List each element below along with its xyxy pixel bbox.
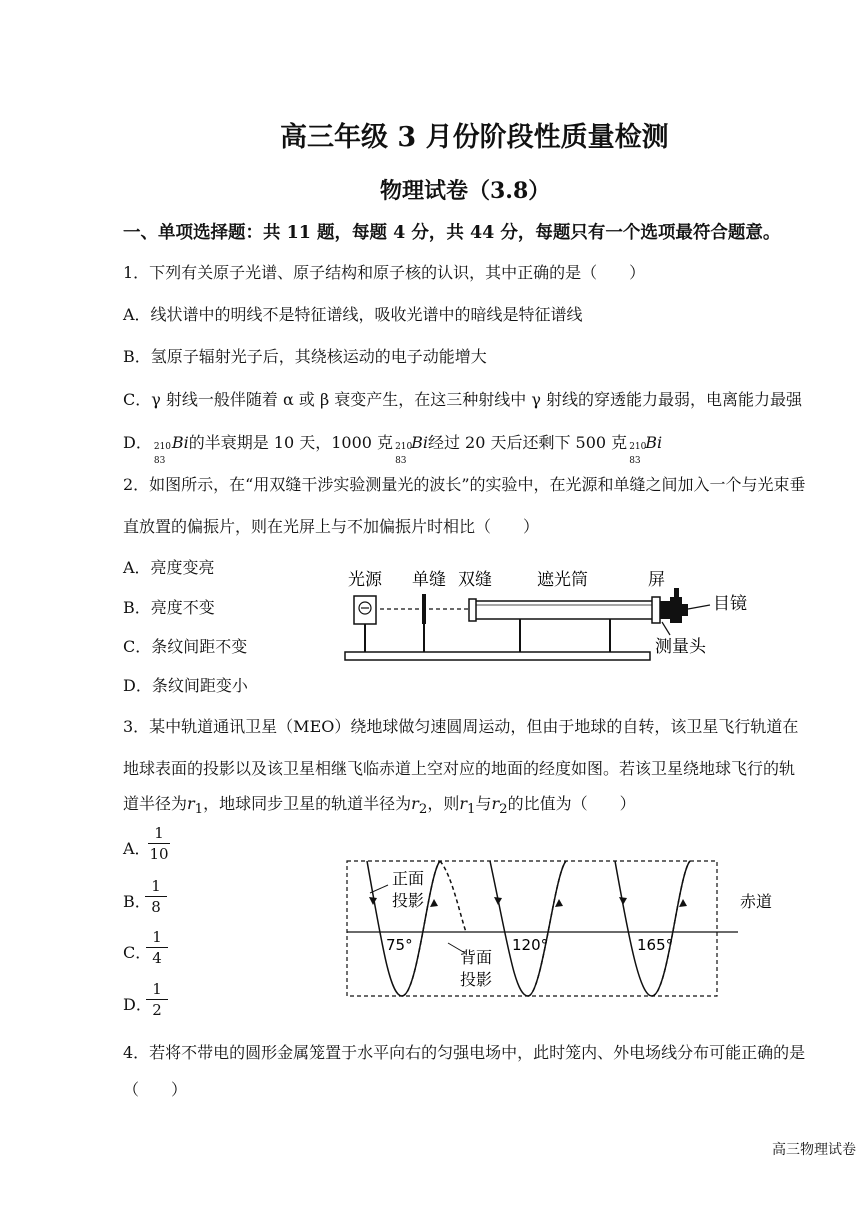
label-longitude-120: 120° [512,936,549,954]
page-footer: 高三物理试卷 [772,1142,856,1158]
label-front-projection-2: 投影 [392,891,425,910]
double-slit-icon [469,599,476,621]
label-equator: 赤道 [740,892,773,911]
question-3-option-b-fraction: 1 8 [145,877,167,916]
label-front-projection-1: 正面 [392,869,425,888]
question-2-option-a: A．亮度变亮 [123,558,215,577]
question-2-option-b: B．亮度不变 [123,598,215,617]
label-double-slit: 双缝 [458,570,492,590]
question-2-option-c: C．条纹间距不变 [123,637,248,656]
page-title: 高三年级 3 月份阶段性质量检测 [280,122,669,153]
question-3-option-c-fraction: 1 4 [146,928,168,967]
question-2-stem-line2: 直放置的偏振片，则在光屏上与不加偏振片时相比（ ） [123,517,540,536]
question-1-option-d: D． 210 83 Bi的半衰期是 10 天，1000 克 210 83 Bi经过 20 天后还剩下 500 克 210 83 Bi [123,433,663,466]
question-3-option-c-label: C． [123,943,152,962]
question-4-stem-line2: （ ） [123,1080,188,1099]
question-3-stem-line3: 道半径为$r_1$，地球同步卫星的轨道半径为$r_2$，则$r_1$与$r_2$的比值为（ ） [123,794,636,818]
label-light-source: 光源 [348,570,382,590]
satellite-track-figure [340,855,780,1005]
label-single-slit: 单缝 [412,570,446,590]
question-3-option-a-fraction: 1 10 [149,824,169,863]
label-longitude-75: 75° [386,936,413,954]
question-3-stem-line1: 3．某中轨道通讯卫星（MEO）绕地球做匀速圆周运动，但由于地球的自转，该卫星飞行轨道在 [123,717,799,736]
label-measuring-head: 测量头 [655,637,706,657]
question-3-option-d-label: D． [123,995,152,1014]
shade-tube-icon [474,601,654,619]
question-1-stem: 1．下列有关原子光谱、原子结构和原子核的认识，其中正确的是（ ） [123,263,646,282]
question-1-option-a: A．线状谱中的明线不是特征谱线，吸收光谱中的暗线是特征谱线 [123,305,583,324]
label-back-projection-2: 投影 [460,970,493,989]
question-3-option-b-label: B． [123,892,151,911]
label-longitude-165: 165° [637,936,674,954]
section-heading: 一、单项选择题：共 11 题，每题 4 分，共 44 分，每题只有一个选项最符合题意。 [123,223,781,243]
question-3-option-d-fraction: 1 2 [146,980,168,1019]
label-back-projection-1: 背面 [460,948,493,967]
question-1-option-b: B．氢原子辐射光子后，其绕核运动的电子动能增大 [123,347,487,366]
label-shade-tube: 遮光筒 [537,570,588,590]
question-3-option-a-label: A． [123,839,151,858]
question-2-stem-line1: 2．如图所示，在“用双缝干涉实验测量光的波长”的实验中，在光源和单缝之间加入一个与光束垂 [123,475,806,494]
page-subtitle: 物理试卷（3.8） [380,178,551,204]
question-2-option-d: D．条纹间距变小 [123,676,248,695]
eyepiece-icon [670,597,682,623]
double-slit-apparatus-figure [340,560,780,670]
label-screen: 屏 [648,570,665,590]
question-1-option-c: C．γ 射线一般伴随着 α 或 β 衰变产生，在这三种射线中 γ 射线的穿透能力最弱，电离能力最强 [123,390,803,409]
question-4-stem-line1: 4．若将不带电的圆形金属笼置于水平向右的匀强电场中，此时笼内、外电场线分布可能正确的是 [123,1043,806,1062]
label-eyepiece: 目镜 [713,594,747,614]
question-3-stem-line2: 地球表面的投影以及该卫星相继飞临赤道上空对应的地面的经度如图。若该卫星绕地球飞行的轨 [123,759,796,778]
light-source-icon [354,596,376,624]
